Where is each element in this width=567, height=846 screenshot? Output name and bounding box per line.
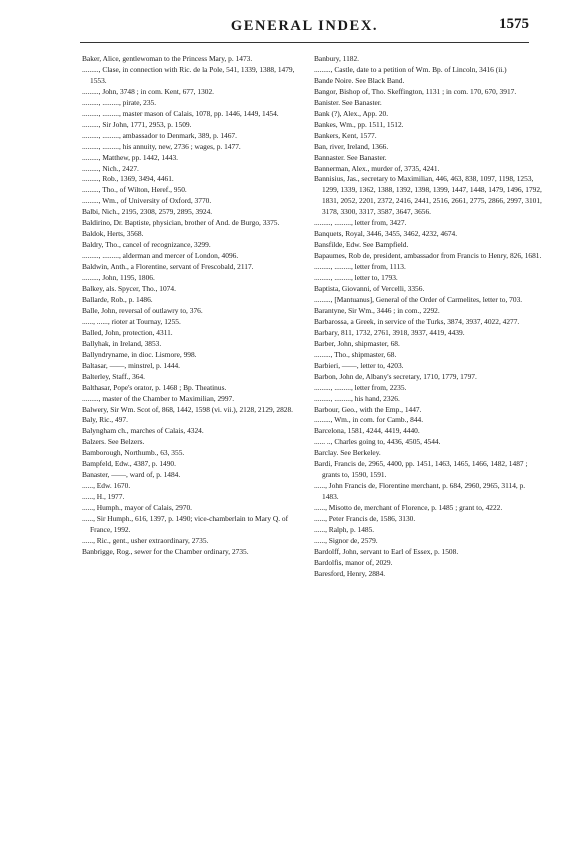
- index-entry: Balterley, Staff., 364.: [82, 371, 146, 381]
- index-entry: Balwery, Sir Wm. Scot of, 868, 1442, 1598 (vi. vii.), 2128, 2129, 2828.: [82, 404, 294, 414]
- index-entry: Bankers, Kent, 1577.: [314, 130, 377, 140]
- index-entry: Barbary, 811, 1732, 2761, 3918, 3937, 4419, 4439.: [314, 327, 465, 337]
- index-entry: ........., Tho., of Wilton, Heref., 950.: [82, 185, 187, 195]
- index-entry: ........., John, 3748 ; in com. Kent, 677, 1302.: [82, 86, 214, 96]
- index-entry: Barbarossa, a Greek, in service of the Turks, 3874, 3937, 4022, 4277.: [314, 316, 520, 326]
- index-entry: ......, Edw. 1670.: [82, 481, 131, 491]
- index-entry: ........., Sir John, 1771, 2953, p. 1509.: [82, 119, 192, 129]
- index-entry: ........., Wm., of University of Oxford, 3770.: [82, 196, 212, 206]
- index-entry: Banister. See Banaster.: [314, 97, 382, 107]
- index-entry: Baly, Ric., 497.: [82, 415, 128, 425]
- index-entry: Banquets, Royal, 3446, 3455, 3462, 4232, 4674.: [314, 229, 458, 239]
- index-entry: Bangor, Bishop of, Tho. Skeffington, 1131 ; in com. 170, 670, 3917.: [314, 86, 517, 96]
- index-entry: ......, Misotto de, merchant of Florence, p. 1485 ; grant to, 4222.: [314, 503, 503, 513]
- index-entry: Bankes, Wm., pp. 1511, 1512.: [314, 119, 404, 129]
- index-entry: Balzers. See Belzers.: [82, 437, 145, 447]
- page-number: 1575: [499, 16, 529, 32]
- index-entry: Barber, John, shipmaster, 68.: [314, 338, 400, 348]
- index-entry: ........., Clase, in connection with Ric. de la Pole, 541, 1339, 1388, 1479, 1553.: [82, 64, 295, 85]
- index-entry: Bank (?), Alex., App. 20.: [314, 108, 389, 118]
- index-entry: ...... .., Charles going to, 4436, 4505, 4544.: [314, 437, 441, 447]
- index-entry: ......, Ric., gent., usher extraordinary, 2735.: [82, 535, 209, 545]
- left-index-column: [82, 54, 308, 558]
- index-entry: Baker, Alice, gentlewoman to the Princess Mary, p. 1473.: [82, 54, 253, 63]
- index-entry: ........., ........., master mason of Calais, 1078, pp. 1446, 1449, 1454.: [82, 108, 279, 118]
- index-entry: Ban, river, Ireland, 1366.: [314, 141, 389, 151]
- index-entry: Bampfeld, Edw., 4387, p. 1490.: [82, 459, 176, 469]
- index-entry: Banaster, ——, ward of, p. 1484.: [82, 470, 181, 480]
- index-entry: ......, John Francis de, Florentine merchant, p. 684, 2960, 2965, 3114, p. 1483.: [314, 481, 526, 502]
- index-entry: Balkey, als. Spycer, Tho., 1074.: [82, 284, 176, 294]
- index-entry: Balled, John, protection, 4311.: [82, 327, 173, 337]
- index-entry: ........., ........., letter from, 1113.: [314, 262, 406, 272]
- index-entry: ........., John, 1195, 1806.: [82, 273, 155, 283]
- index-entry: Bardolff, John, servant to Earl of Essex, p. 1508.: [314, 546, 459, 556]
- index-entry: ......, H., 1977.: [82, 492, 125, 502]
- index-entry: ........., ........., alderman and mercer of London, 4096.: [82, 251, 239, 261]
- index-entry: Bansfilde, Edw. See Bampfield.: [314, 240, 409, 250]
- index-entry: ........., Nich., 2427.: [82, 163, 139, 173]
- index-entry: Ballyndryname, in dioc. Lismore, 998.: [82, 349, 197, 359]
- index-entry: Balbi, Nich., 2195, 2308, 2579, 2895, 3924.: [82, 207, 213, 217]
- index-entry: ......, ......, rioter at Tournay, 1255.: [82, 316, 181, 326]
- index-entry: ........., ........., pirate, 235.: [82, 97, 157, 107]
- index-entry: ........., ........., letter to, 1793.: [314, 273, 398, 283]
- index-entry: Ballyhak, in Ireland, 3853.: [82, 338, 162, 348]
- index-entry: ......, Ralph, p. 1485.: [314, 524, 375, 534]
- index-entry: ......, Humph., mayor of Calais, 2970.: [82, 503, 193, 513]
- page-title: GENERAL INDEX.: [230, 18, 379, 34]
- index-entry: ......, Signor de, 2579.: [314, 535, 378, 545]
- index-entry: Baldwin, Anth., a Florentine, servant of Frescobald, 2117.: [82, 262, 254, 272]
- right-index-column: [314, 54, 542, 580]
- index-entry: Bamborough, Northumb., 63, 355.: [82, 448, 185, 458]
- index-entry: ......, Peter Francis de, 1586, 3130.: [314, 514, 416, 524]
- index-entry: Bannaster. See Banaster.: [314, 152, 387, 162]
- index-entry: ........., [Mantuanus], General of the Order of Carmelites, letter to, 703.: [314, 294, 523, 304]
- index-entry: Baptista, Giovanni, of Vercelli, 3356.: [314, 284, 425, 294]
- index-entry: Barbieri, ——, letter to, 4203.: [314, 360, 404, 370]
- index-entry: Bardi, Francis de, 2965, 4400, pp. 1451, 1463, 1465, 1466, 1482, 1487 ; grants to, 1590, 1591.: [314, 459, 528, 480]
- index-entry: Balthasar, Pope's orator, p. 1468 ; Bp. Theatinus.: [82, 382, 227, 392]
- index-entry: ........., master of the Chamber to Maximilian, 2997.: [82, 393, 235, 403]
- index-entry: Bannerman, Alex., murder of, 3735, 4241.: [314, 163, 440, 173]
- page-header: [80, 10, 529, 44]
- index-entry: Baresford, Henry, 2884.: [314, 568, 386, 578]
- index-entry: Barclay. See Berkeley.: [314, 448, 381, 458]
- index-entry: ........., Rob., 1369, 3494, 4461.: [82, 174, 174, 184]
- index-entry: Ballarde, Rob., p. 1486.: [82, 294, 153, 304]
- index-entry: Banbury, 1182.: [314, 54, 360, 63]
- index-entry: ........., ........., letter from, 2235.: [314, 382, 407, 392]
- index-entry: Bande Noire. See Black Band.: [314, 75, 405, 85]
- index-entry: Banbrigge, Rog., sewer for the Chamber ordinary, 2735.: [82, 546, 249, 556]
- index-entry: Baldry, Tho., cancel of recognizance, 3299.: [82, 240, 211, 250]
- index-entry: ........., Wm., in com. for Camb., 844.: [314, 415, 424, 425]
- index-entry: Barbour, Geo., with the Emp., 1447.: [314, 404, 422, 414]
- index-entry: ........., ........., ambassador to Denmark, 389, p. 1467.: [82, 130, 237, 140]
- index-entry: ........., Matthew, pp. 1442, 1443.: [82, 152, 179, 162]
- header-rule: [80, 42, 529, 43]
- index-entry: Barantyne, Sir Wm., 3446 ; in com., 2292.: [314, 305, 440, 315]
- index-entry: ........., ........., letter from, 3427.: [314, 218, 407, 228]
- index-entry: Balle, John, reversal of outlawry to, 376.: [82, 305, 203, 315]
- index-entry: Baldirino, Dr. Baptiste, physician, brother of And. de Burgo, 3375.: [82, 218, 280, 228]
- index-entry: Baltasar, ——, minstrel, p. 1444.: [82, 360, 181, 370]
- index-entry: Bapaumes, Rob de, president, ambassador from Francis to Henry, 826, 1681.: [314, 251, 542, 261]
- index-entry: Bannisius, Jas., secretary to Maximilian, 446, 463, 838, 1097, 1198, 1253, 1299, 1339, 1362, 1388, 1392, 1398, 1399, 1447, 1448, 1479, 1496, 1792, 1831, 2052, 2201, 2372, 2416, 2441, 2516, 2661, 2775, 2866, 2997, 3101, 3178, 3300, 3317, 3587, 3647, 3656.: [314, 174, 542, 217]
- index-entry: Bardolfis, manor of, 2029.: [314, 557, 393, 567]
- index-entry: Barcelona, 1581, 4244, 4419, 4440.: [314, 426, 420, 436]
- index-entry: ........., Tho., shipmaster, 68.: [314, 349, 397, 359]
- index-entry: ........., ........., his hand, 2326.: [314, 393, 400, 403]
- index-entry: ........., ........., his annuity, new, 2736 ; wages, p. 1477.: [82, 141, 241, 151]
- index-entry: ........., Castle, date to a petition of Wm. Bp. of Lincoln, 3416 (ii.): [314, 64, 507, 74]
- index-entry: Balyngham ch., marches of Calais, 4324.: [82, 426, 204, 436]
- index-entry: ......, Sir Humph., 616, 1397, p. 1490; vice-chamberlain to Mary Q. of France, 1992.: [82, 514, 289, 534]
- index-entry: Barbon, John de, Albany's secretary, 1710, 1779, 1797.: [314, 371, 477, 381]
- index-entry: Baldok, Herts, 3568.: [82, 229, 144, 239]
